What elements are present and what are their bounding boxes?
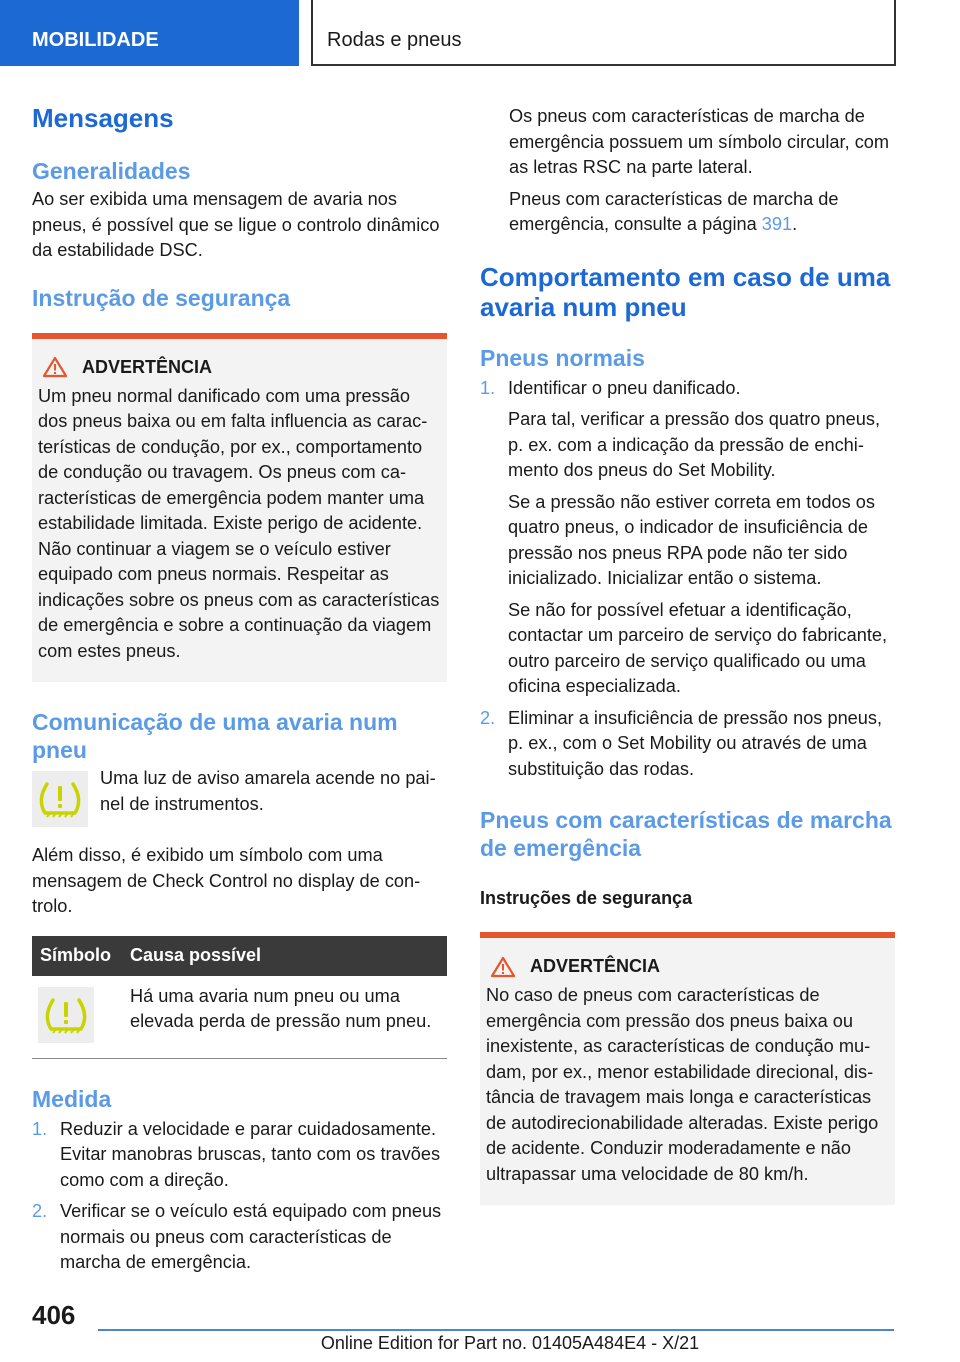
list-item xyxy=(32,1199,447,1276)
list-text: Se a pressão não estiver correta em todos os quatro pneus, o indicador de insuficiência de pressão nos pneus RPA pode não ter sido inicializado. Inicializar então o sistema. xyxy=(508,491,875,588)
warning-triangle-icon xyxy=(490,956,516,978)
right-column xyxy=(480,96,895,1205)
footer-divider xyxy=(98,1329,894,1331)
reference-text: Pneus com características de marcha de emergência, consulte a página xyxy=(509,188,839,234)
list-number: 1. xyxy=(32,1118,48,1139)
heading-medida: Medida xyxy=(32,1085,112,1112)
heading-instrucao-seguranca: Instrução de segurança xyxy=(32,284,291,311)
chapter-title: Rodas e pneus xyxy=(311,0,896,66)
heading-generalidades: Generalidades xyxy=(32,158,191,184)
medida-list xyxy=(32,1117,447,1276)
warning-text: No caso de pneus com características de emergência com pressão dos pneus baixa ou inexistente, as características de condução mudam, por ex., menor estabilidade direcional, distância de travagem mais longa e características de autodirecionabilidade alteradas. Existe perigo de acidente. Conduzir moderadamente e não ultrapassar uma velocidade de 80 km/h. xyxy=(486,985,879,1184)
footer-edition: Online Edition for Part no. 01405A484E4 - X/21 xyxy=(320,1333,700,1353)
tire-pressure-warning-icon xyxy=(32,771,88,827)
tire-pressure-warning-icon xyxy=(38,987,94,1043)
table-header-cause: Causa possível xyxy=(124,936,447,976)
list-text: Eliminar a insuficiência de pressão nos pneus, p. ex., com o Set Mobility ou através de uma substituição das rodas. xyxy=(508,707,883,779)
pneus-normais-list xyxy=(480,376,895,783)
warning-text: Um pneu normal danificado com uma pressão dos pneus baixa ou em falta influencia as características de condução, por ex., comportamento de condução ou travagem. Os pneus com características de emergência podem manter uma estabilidade limitada. Existe perigo de acidente. Não continuar a viagem se o veículo estiver equipado com pneus normais. Respeitar as indicações sobre os pneus com as características de emergência e sobre a continuação da viagem com estes pneus. xyxy=(38,385,440,661)
table-header-symbol: Símbolo xyxy=(32,936,124,976)
paragraph-luz-aviso: Uma luz de aviso amarela acende no painel de instrumentos. xyxy=(100,768,436,814)
warning-light-row xyxy=(32,766,447,827)
warning-box xyxy=(32,333,447,683)
list-number: 2. xyxy=(480,707,496,728)
list-text: Para tal, verificar a pressão dos quatro pneus, p. ex. com a indicação da pressão de enchimento dos pneus do Set Mobility. xyxy=(508,409,881,480)
list-number: 2. xyxy=(32,1201,48,1221)
table-row xyxy=(32,976,447,1059)
page-header xyxy=(0,0,960,66)
list-text: Reduzir a velocidade e parar cuidadosamente. Evitar manobras bruscas, tanto com os travões como com a direção. xyxy=(60,1118,441,1190)
paragraph-generalidades: Ao ser exibida uma mensagem de avaria nos pneus, é possível que se ligue o controlo dinâmico da estabilidade DSC. xyxy=(32,189,440,260)
list-text: Verificar se o veículo está equipado com pneus normais ou pneus com características de marcha de emergência. xyxy=(60,1201,442,1272)
page-number: 406 xyxy=(32,1300,76,1330)
paragraph-check-control: Além disso, é exibido um símbolo com uma mensagem de Check Control no display de controlo. xyxy=(32,845,421,916)
heading-comunicacao: Comunicação de uma avaria num pneu xyxy=(32,709,398,763)
warning-title xyxy=(486,954,889,979)
paragraph-page-reference xyxy=(509,187,895,238)
heading-pneus-normais: Pneus normais xyxy=(480,344,645,371)
list-body xyxy=(508,376,895,700)
list-item xyxy=(32,1117,447,1194)
warning-title-text: ADVERTÊNCIA xyxy=(82,356,213,377)
warning-box xyxy=(480,932,895,1205)
page-link-391[interactable]: 391 xyxy=(761,214,793,234)
heading-pneus-rsc: Pneus com características de marcha de emergência xyxy=(480,807,892,861)
warning-title-text: ADVERTÊNCIA xyxy=(530,956,661,976)
list-text: Se não for possível efetuar a identificação, contactar um parceiro de serviço do fabricante, outro parceiro de serviço qualificado ou uma oficina especializada. xyxy=(508,599,888,696)
reference-suffix: . xyxy=(792,214,798,234)
section-tab: MOBILIDADE xyxy=(0,0,299,66)
warning-title xyxy=(38,355,441,380)
paragraph-rsc-simbolo: Os pneus com características de marcha de emergência possuem um símbolo circular, com as letras RSC na parte lateral. xyxy=(509,106,890,177)
table-cell-cause: Há uma avaria num pneu ou uma elevada perda de pressão num pneu. xyxy=(124,976,447,1059)
heading-instrucoes-seguranca: Instruções de segurança xyxy=(480,888,693,908)
list-item xyxy=(480,706,895,783)
warning-triangle-icon xyxy=(42,356,68,378)
symbol-table xyxy=(32,936,447,1059)
left-column xyxy=(32,96,447,1282)
heading-comportamento: Comportamento em caso de uma avaria num pneu xyxy=(480,261,891,322)
table-cell-symbol xyxy=(32,976,124,1059)
list-item xyxy=(480,376,895,700)
heading-mensagens: Mensagens xyxy=(32,103,174,133)
list-number: 1. xyxy=(480,377,496,398)
list-body xyxy=(508,706,895,783)
list-text: Identificar o pneu danificado. xyxy=(508,377,741,398)
